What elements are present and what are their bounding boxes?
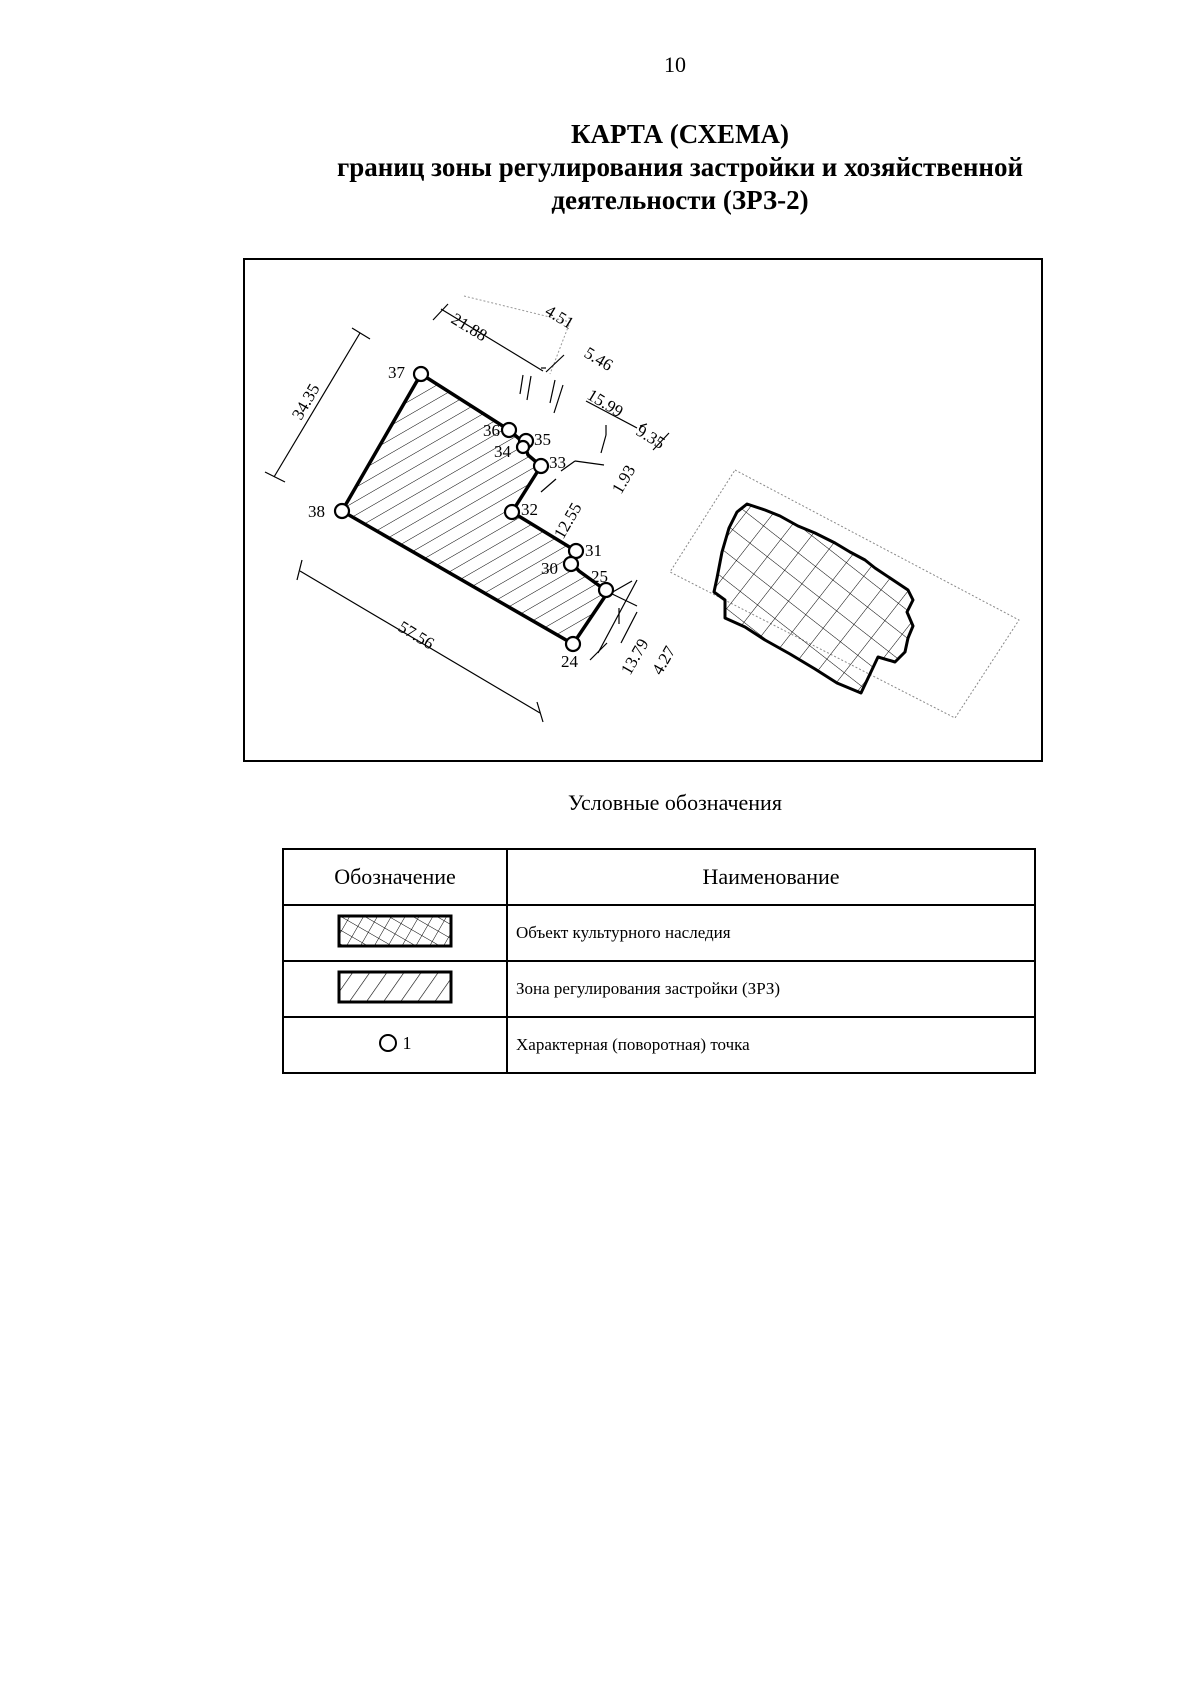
dim-label-12-55: 12.55 [550,499,586,542]
point-label-24: 24 [561,652,578,671]
point-label-38: 38 [308,502,325,521]
map-frame [243,258,1043,762]
point-37 [414,367,428,381]
legend-header-row [283,849,1035,905]
point-30 [564,557,578,571]
point-38 [335,504,349,518]
legend-name-point: Характерная (поворотная) точка [507,1017,1035,1073]
legend-name-zrz: Зона регулирования застройки (ЗРЗ) [507,961,1035,1017]
title-line-1: КАРТА (СХЕМА) [570,119,790,149]
point-label-31: 31 [585,541,602,560]
legend-row [283,905,1035,961]
page-number: 10 [664,52,686,77]
point-label-37: 37 [388,363,405,382]
point-32 [505,505,519,519]
title-line-2: границ зоны регулирования застройки и хозяйственной [336,152,1024,182]
legend-title: Условные обозначения [568,790,782,815]
legend-row [283,1017,1035,1073]
legend-symbol-heritage [283,905,507,961]
point-label-25: 25 [591,567,608,586]
hatch-swatch-icon [337,970,453,1004]
legend-name-heritage: Объект культурного наследия [507,905,1035,961]
point-34 [517,441,529,453]
dim-label-34-35: 34.35 [288,380,324,423]
map-drawing [245,260,1045,764]
point-31 [569,544,583,558]
dim-label-4-27: 4.27 [648,642,680,678]
point-label-30: 30 [541,559,558,578]
crosshatch-swatch-icon [337,914,453,948]
point-label-32: 32 [521,500,538,519]
title-line-3: деятельности (ЗРЗ-2) [551,185,809,215]
dim-label-13-79: 13.79 [617,635,653,678]
point-label-35: 35 [534,430,551,449]
dim-label-21-88: 21.88 [447,309,491,346]
point-36 [502,423,516,437]
legend-symbol-point [283,1017,507,1073]
turning-point-icon [379,1034,397,1052]
point-33 [534,459,548,473]
dim-label-4-51: 4.51 [541,301,578,333]
legend-table [282,848,1036,1074]
point-24 [566,637,580,651]
legend-point-label: 1 [402,1032,412,1053]
dim-label-57-56: 57.56 [394,617,438,654]
point-label-33: 33 [549,453,566,472]
point-label-34: 34 [494,442,511,461]
legend-header-symbol: Обозначение [283,849,507,905]
dim-label-1-93: 1.93 [608,461,640,497]
legend-symbol-zrz [283,961,507,1017]
page-title [240,118,1120,217]
legend-header-name: Наименование [507,849,1035,905]
dim-label-9-35: 9.35 [632,421,669,453]
dim-label-15-99: 15.99 [583,385,627,422]
point-label-36: 36 [483,421,500,440]
heritage-object-polygon [714,504,913,693]
legend-row [283,961,1035,1017]
dim-label-5-46: 5.46 [580,343,617,375]
